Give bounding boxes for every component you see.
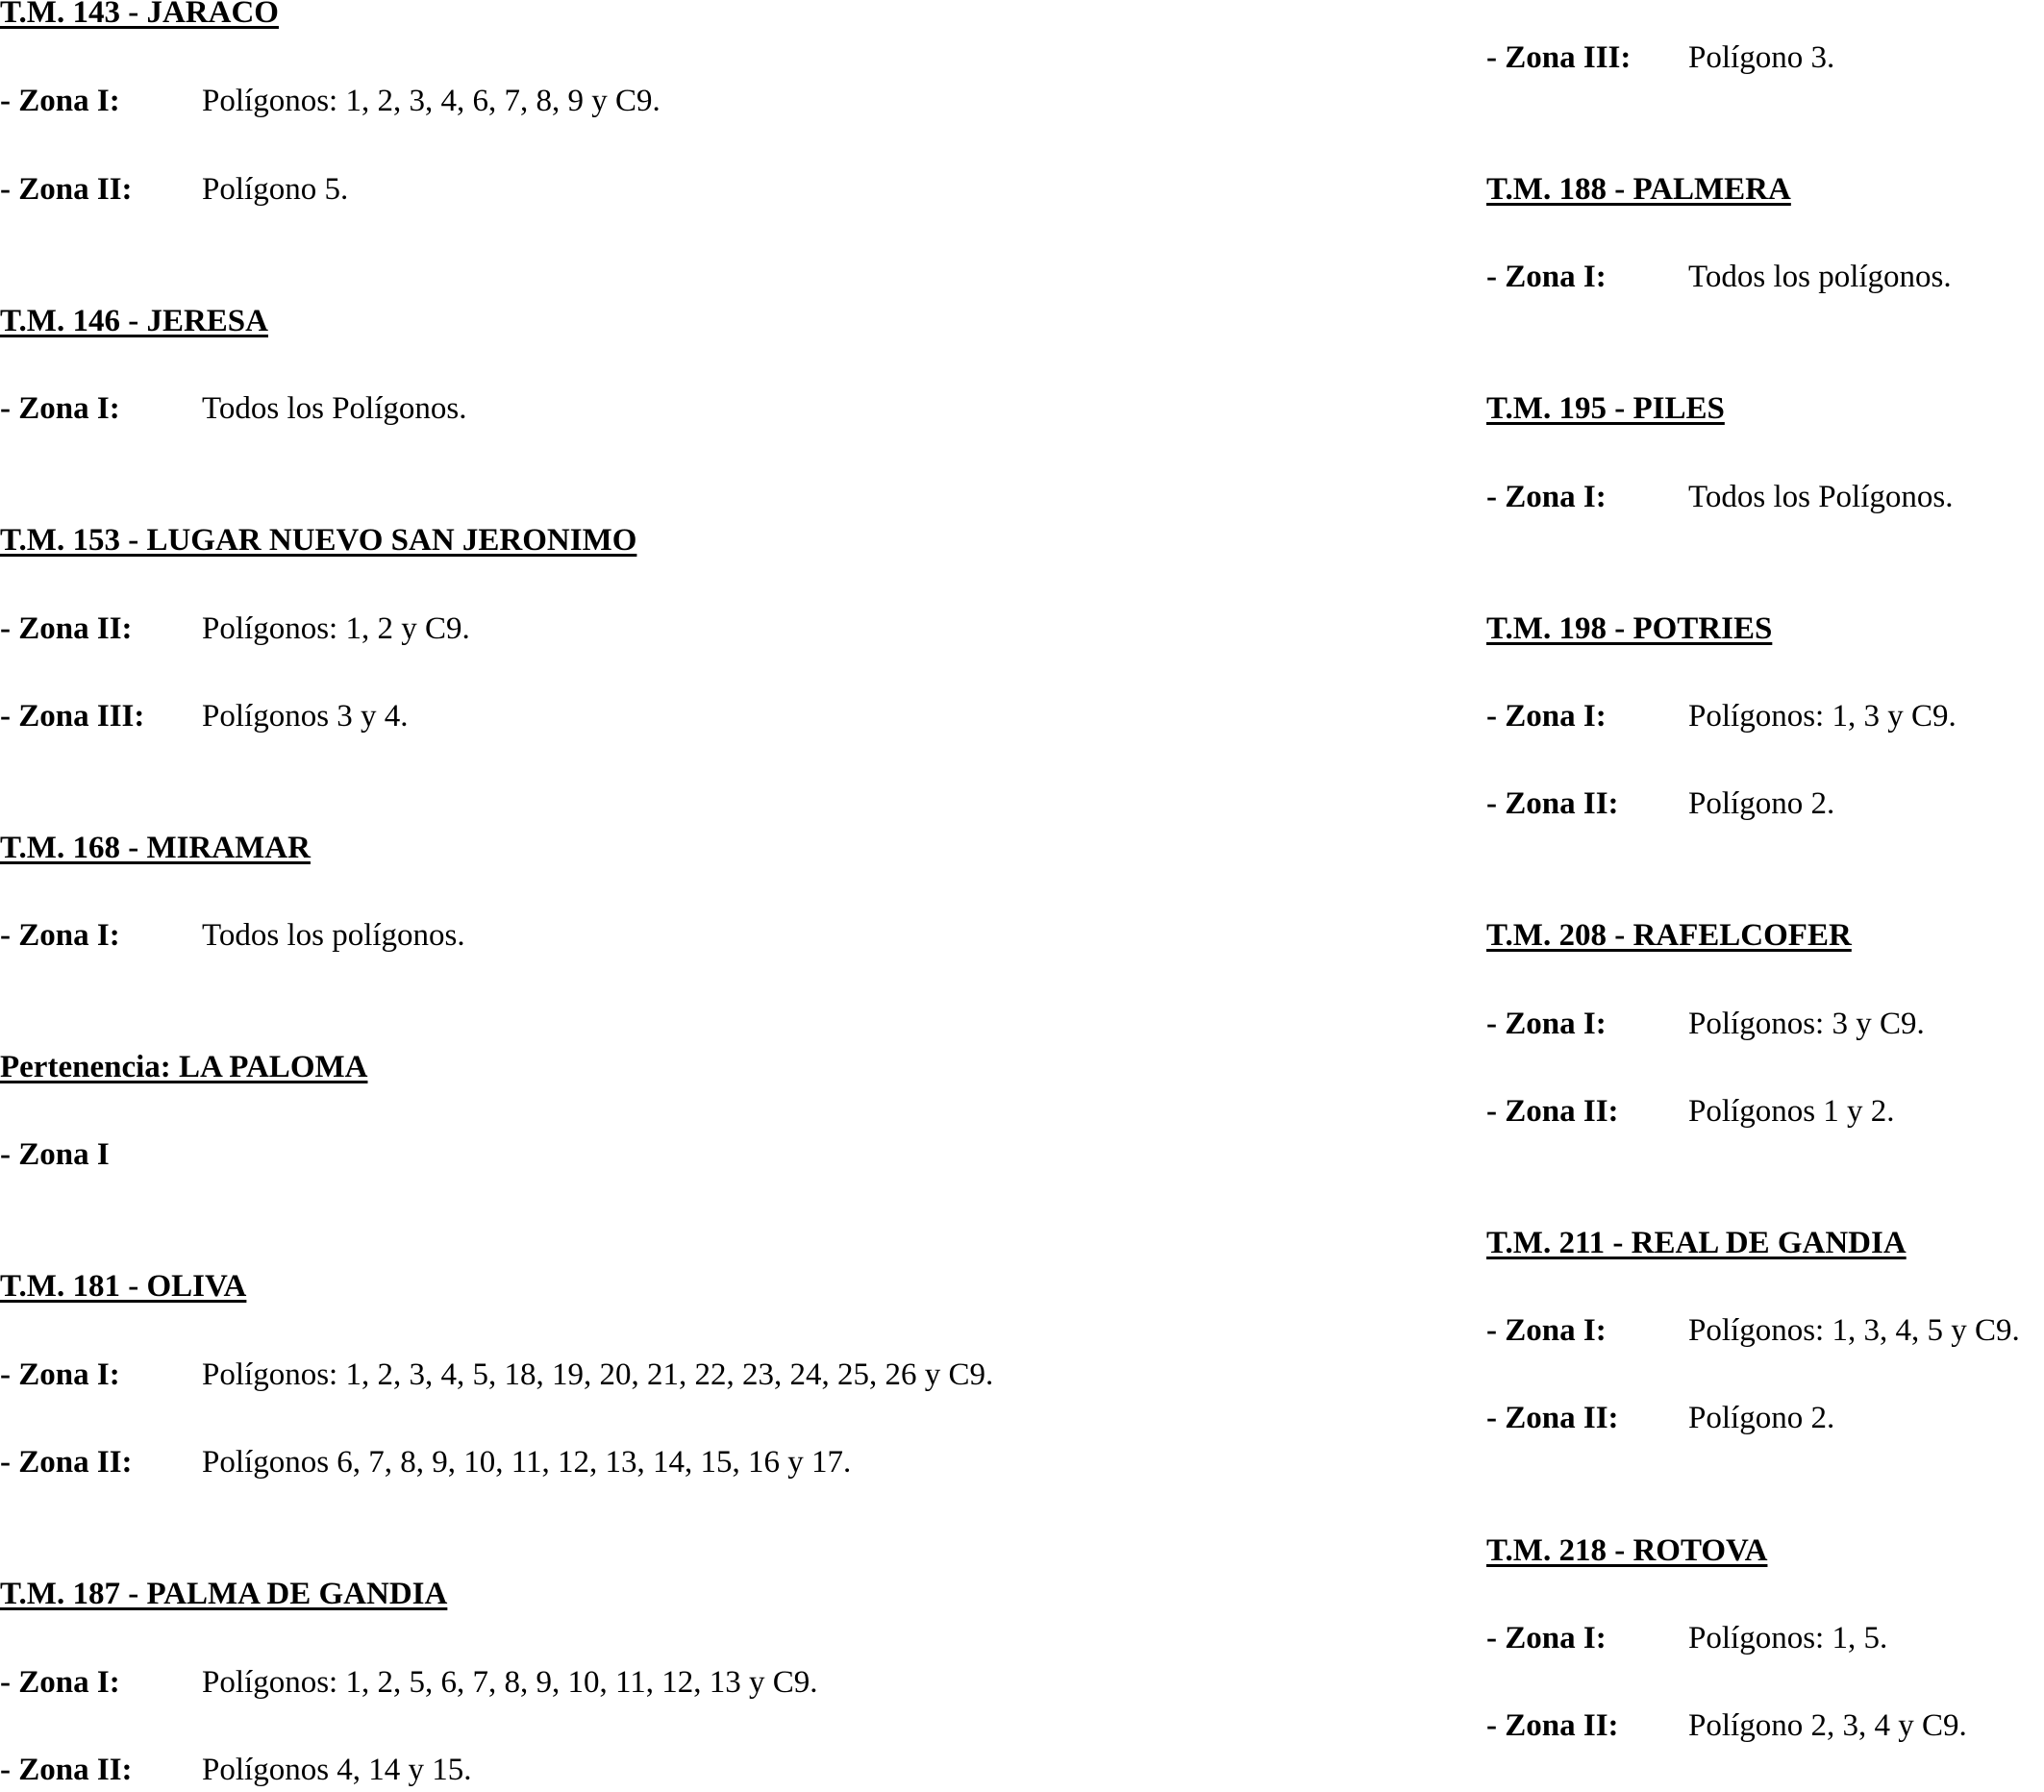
zone-polygons: Polígono 2.	[1688, 1401, 1835, 1435]
zone-polygons: Polígono 5.	[202, 172, 349, 207]
zone-polygons: Polígonos: 1, 3, 4, 5 y C9.	[1688, 1313, 2020, 1348]
municipality-heading: T.M. 198 - POTRIES	[1486, 611, 1773, 646]
zone-label: - Zona II:	[1486, 1708, 1619, 1743]
municipality-heading: T.M. 218 - ROTOVA	[1486, 1533, 1768, 1568]
zone-polygons: Polígonos 1 y 2.	[1688, 1094, 1895, 1129]
zone-polygons: Polígono 2, 3, 4 y C9.	[1688, 1708, 1967, 1743]
zone-polygons: Polígonos: 1, 3 y C9.	[1688, 699, 1957, 734]
zone-label: - Zona I	[0, 1137, 110, 1172]
zone-polygons: Polígonos: 1, 2 y C9.	[202, 611, 470, 646]
zone-label: - Zona I:	[0, 1357, 120, 1392]
pertenencia-heading: Pertenencia: LA PALOMA	[0, 1050, 368, 1084]
zone-polygons: Polígonos: 1, 2, 5, 6, 7, 8, 9, 10, 11, 12, 13 y C9.	[202, 1665, 818, 1700]
municipality-heading: T.M. 195 - PILES	[1486, 391, 1725, 426]
municipality-heading: T.M. 181 - OLIVA	[0, 1269, 247, 1304]
zone-label: - Zona II:	[0, 1445, 133, 1480]
municipality-heading: T.M. 208 - RAFELCOFER	[1486, 918, 1852, 953]
zone-polygons: Polígonos: 1, 2, 3, 4, 6, 7, 8, 9 y C9.	[202, 84, 661, 118]
zone-label: - Zona I:	[1486, 1313, 1607, 1348]
zone-label: - Zona I:	[0, 84, 120, 118]
zone-polygons: Todos los polígonos.	[1688, 260, 1952, 294]
zone-label: - Zona III:	[0, 699, 145, 734]
zone-label: - Zona I:	[0, 391, 120, 426]
zone-label: - Zona I:	[1486, 260, 1607, 294]
municipality-heading: T.M. 168 - MIRAMAR	[0, 831, 311, 865]
zone-polygons: Polígonos 3 y 4.	[202, 699, 409, 734]
zone-polygons: Polígono 3.	[1688, 40, 1835, 75]
municipality-heading: T.M. 188 - PALMERA	[1486, 172, 1791, 207]
municipality-heading: T.M. 153 - LUGAR NUEVO SAN JERONIMO	[0, 523, 637, 558]
zone-label: - Zona II:	[0, 1753, 133, 1787]
zone-polygons: Polígonos: 3 y C9.	[1688, 1007, 1925, 1041]
zone-polygons: Polígono 2.	[1688, 786, 1835, 821]
zone-polygons: Polígonos: 1, 2, 3, 4, 5, 18, 19, 20, 21, 22, 23, 24, 25, 26 y C9.	[202, 1357, 994, 1392]
municipality-heading: T.M. 211 - REAL DE GANDIA	[1486, 1226, 1907, 1260]
municipality-heading: T.M. 187 - PALMA DE GANDIA	[0, 1577, 448, 1611]
zone-polygons: Polígonos 6, 7, 8, 9, 10, 11, 12, 13, 14, 15, 16 y 17.	[202, 1445, 852, 1480]
zone-polygons: Todos los Polígonos.	[1688, 480, 1954, 514]
zone-label: - Zona II:	[1486, 1094, 1619, 1129]
zone-label: - Zona II:	[0, 172, 133, 207]
zone-label: - Zona I:	[1486, 1007, 1607, 1041]
zone-label: - Zona II:	[0, 611, 133, 646]
municipality-heading: T.M. 143 - JARACO	[0, 0, 279, 30]
zone-label: - Zona III:	[1486, 40, 1632, 75]
zone-label: - Zona II:	[1486, 1401, 1619, 1435]
zone-label: - Zona I:	[0, 1665, 120, 1700]
zone-polygons: Polígonos 4, 14 y 15.	[202, 1753, 472, 1787]
zone-label: - Zona I:	[1486, 1621, 1607, 1655]
zone-label: - Zona I:	[0, 918, 120, 953]
zone-label: - Zona I:	[1486, 699, 1607, 734]
municipality-heading: T.M. 146 - JERESA	[0, 304, 268, 338]
zone-label: - Zona II:	[1486, 786, 1619, 821]
zone-polygons: Polígonos: 1, 5.	[1688, 1621, 1888, 1655]
zone-polygons: Todos los polígonos.	[202, 918, 465, 953]
zone-label: - Zona I:	[1486, 480, 1607, 514]
zone-polygons: Todos los Polígonos.	[202, 391, 467, 426]
